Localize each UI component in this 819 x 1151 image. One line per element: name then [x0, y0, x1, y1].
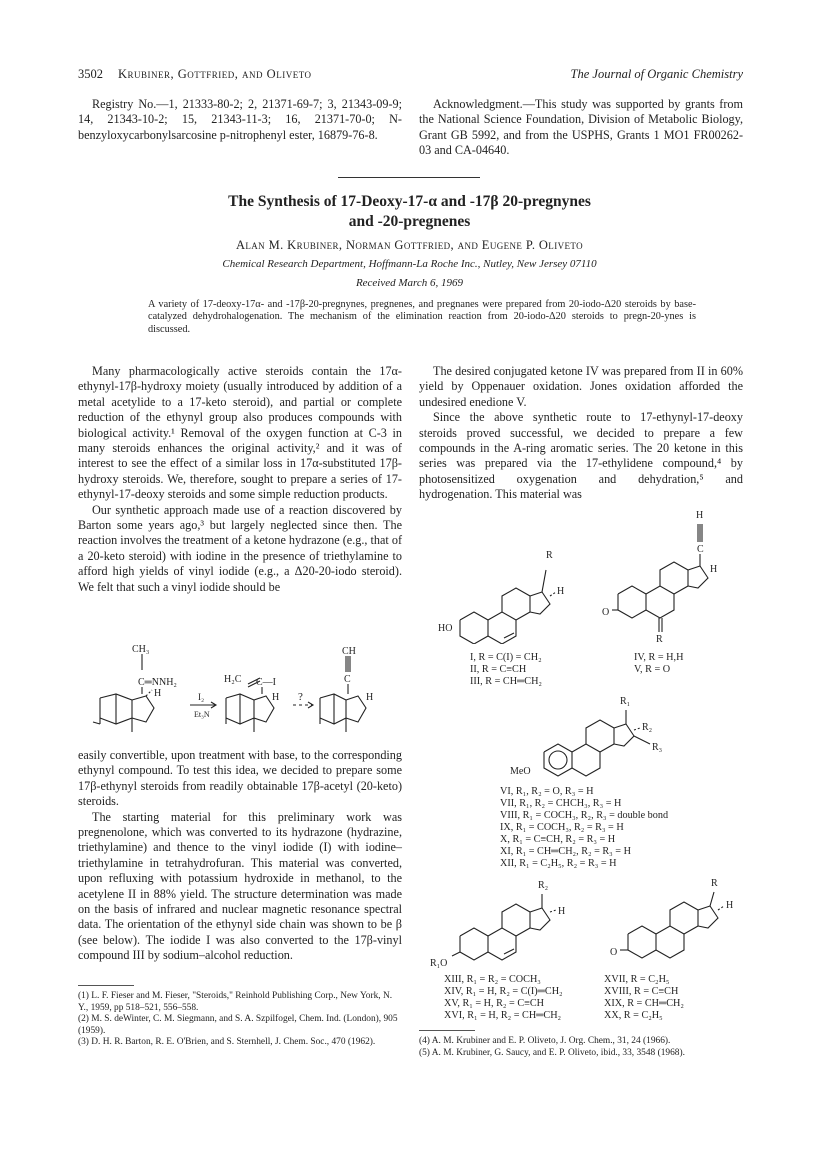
paragraph: Many pharmacologically active steroids contain the 17α-ethynyl-17β-hydroxy moiety (usually introduced by addition of a metal acetylide to a 17-keto steroid), and partial or complete reduction of the ethynyl group also produces compounds with biological activity.¹ Removal of the oxygen function at C-3 in many steroids enhances the original activity,² and it was of interest to see the effect of a similar loss in 17α-substituted 17β-hydroxy steroids. We, therefore, sought to prepare a series of 17-ethynyl-17-deoxy steroids and some simple reduction products.: [78, 364, 402, 502]
h-label: H: [272, 692, 280, 703]
paragraph: The desired conjugated ketone IV was prepared from II in 60% yield by Oppenauer oxidation. Jones oxidation afforded the undesired enedione V.: [419, 364, 743, 409]
compound-label: XIII, R₁ = R₂ = COCH₃: [444, 974, 541, 985]
compound-label: VIII, R₁ = COCH₃, R₂, R₃ = double bond: [500, 810, 669, 821]
paragraph: easily convertible, upon treatment with base, to the corresponding ethynyl compound. To test this idea, we decided to prepare some 17β-ethynyl steroids from readily obtainable 17β-acetyl (20-keto) steroids.: [78, 748, 402, 809]
r-label: R: [656, 634, 663, 644]
compound-label: IX, R₁ = COCH₃, R₂ = R₃ = H: [500, 822, 624, 833]
registry-text: Registry No.—1, 21333-80-2; 2, 21371-69-7; 3, 21343-09-9; 14, 21343-10-2; 15, 21343-11-3; 16, 21371-70-0; N-benzyloxycarbonylsarcosine p-nitrophenyl ester, 16879-76-8.: [78, 97, 402, 142]
left-column-top: [78, 364, 402, 595]
compound-labels-i-iii: [470, 652, 542, 688]
registry-numbers: [78, 97, 402, 143]
title-line-1: The Synthesis of 17-Deoxy-17-α and -17β 20-pregnynes: [228, 193, 591, 210]
h-label: H: [558, 906, 566, 917]
compound-label: VI, R₁, R₂ = O, R₃ = H: [500, 786, 594, 797]
h-label: H: [726, 900, 734, 911]
r3-label: R₃: [652, 742, 663, 753]
c-label: C: [697, 544, 704, 555]
compound-label: II, R = C≡CH: [470, 664, 527, 675]
abstract: A variety of 17-deoxy-17α- and -17β-20-pregnynes, pregnenes, and pregnanes were prepared from 20-iodo-Δ20 steroids by base-catalyzed dehydrohalogenation. The mechanism of the elimination reaction from 20-iodo-Δ20 steroids to pregn-20-ynes is discussed.: [148, 299, 696, 335]
compound-labels-vi-xii: [500, 786, 668, 870]
compound-label: IV, R = H,H: [634, 652, 684, 663]
r1-label: R₁: [620, 696, 631, 707]
separator-rule: [338, 177, 480, 178]
footnote-rule: [78, 985, 134, 986]
o-label: O: [602, 607, 610, 618]
structures-xiii-to-xx: [430, 874, 750, 972]
paragraph: Since the above synthetic route to 17-ethynyl-17-deoxy steroids proved successful, we decided to prepare a few compounds in the A-ring aromatic series. The 20 ketone in this series was prepared via the 17-ethylidene compound,⁴ by photosensitized oxygenation and dehydration,⁵ and hydrogenation. This material was: [419, 410, 743, 502]
h-label: H: [154, 688, 162, 699]
r1o-label: R₁O: [430, 958, 448, 969]
r2-label: R₂: [642, 722, 653, 733]
footnotes-right: [419, 1036, 743, 1059]
compound-labels-iv-v: [634, 652, 683, 676]
left-column-bottom: [78, 748, 402, 964]
ho-label: HO: [438, 623, 453, 634]
page-number: 3502: [78, 67, 103, 81]
reagent-triethylamine: Et₃N: [194, 710, 210, 719]
r2-label: R₂: [538, 880, 549, 891]
compound-label: I, R = C(I) = CH₂: [470, 652, 542, 663]
r-label: R: [546, 550, 553, 561]
reaction-scheme: [90, 642, 400, 742]
affiliation: Chemical Research Department, Hoffmann-La Roche Inc., Nutley, New Jersey 07110: [222, 258, 597, 270]
running-authors: Krubiner, Gottfried, and Oliveto: [118, 67, 312, 81]
paragraph: Our synthetic approach made use of a reaction discovered by Barton some years ago,³ but largely neglected since then. The reaction involves the treatment of a ketone hydrazone (e.g., that of a 20-keto steroid) with iodine in the presence of triethylamine to afford high yields of vinyl iodide (e.g., a Δ20-20-iodo steroid). We felt that such a vinyl iodide should be: [78, 502, 402, 594]
alkyne-c-label: C: [344, 674, 351, 685]
compound-label: VII, R₁, R₂ = CHCH₃, R₃ = H: [500, 798, 622, 809]
vinyl-h2c-label: H₂C: [224, 674, 242, 685]
footnote-rule: [419, 1030, 475, 1031]
r-label: R: [711, 878, 718, 889]
footnotes-left: [78, 991, 402, 1049]
h-label: H: [696, 510, 704, 521]
alkyne-ch-label: CH: [342, 646, 356, 657]
h-label: H: [366, 692, 374, 703]
compound-label: XVIII, R = C≡CH: [604, 986, 679, 997]
compound-label: XX, R = C₂H₅: [604, 1010, 663, 1021]
h-label: H: [557, 586, 565, 597]
footnote: (1) L. F. Fieser and M. Fieser, "Steroids," Reinhold Publishing Corp., New York, N. Y., 1959, pp 518–521, 556–558.: [78, 991, 393, 1013]
received-date: Received March 6, 1969: [355, 277, 464, 289]
paragraph: The starting material for this preliminary work was pregnenolone, which was converted to its hydrazone (hydrazine, triethylamine) and thence to the vinyl iodide (I) with iodine–triethylamine in tetrahydrofuran. This material was converted, upon refluxing with potassium hydroxide in methanol, to the acetylene II in 88% yield. The structure determination was made on the basis of infrared and nuclear magnetic resonance spectral data. The orientation of the ethynyl side chain was shown to be β (see below). The iodide I was also converted to the 17β-vinyl compound III by sodium–alcohol reduction.: [78, 809, 402, 963]
methyl-label: CH₃: [132, 644, 150, 655]
footnote: (5) A. M. Krubiner, G. Saucy, and E. P. Oliveto, ibid., 33, 3548 (1968).: [419, 1047, 685, 1058]
footnote: (2) M. S. deWinter, C. M. Siegmann, and S. A. Szpilfogel, Chem. Ind. (London), 905 (1959).: [78, 1014, 398, 1036]
footnote: (4) A. M. Krubiner and E. P. Oliveto, J. Org. Chem., 31, 24 (1966).: [419, 1036, 671, 1046]
author-list: Alan M. Krubiner, Norman Gottfried, and Eugene P. Oliveto: [235, 238, 584, 252]
hydrazone-label: C═NNH₂: [138, 677, 177, 688]
acknowledgment: [419, 97, 743, 159]
o-label: O: [610, 947, 618, 958]
compound-labels-xiii-xvi: [444, 974, 563, 1022]
acknowledgment-text: Acknowledgment.—This study was supported by grants from the National Science Foundation, Division of Metabolic Biology, Grant GB 5992, and from the USPHS, Grants 1 MO1 FR00262-03 and CA-04640.: [419, 97, 743, 158]
right-column-top: [419, 364, 743, 503]
compound-label: V, R = O: [634, 664, 671, 675]
article-title: [0, 192, 819, 232]
compound-label: XVI, R₁ = H, R₂ = CH═CH₂: [444, 1010, 562, 1021]
compound-label: III, R = CH═CH₂: [470, 676, 542, 687]
structure-vi-xii: [500, 690, 710, 786]
reagent-iodine: I₂: [198, 692, 205, 702]
meo-label: MeO: [510, 766, 531, 777]
compound-labels-xvii-xx: [604, 974, 684, 1022]
compound-label: XVII, R = C₂H₅: [604, 974, 670, 985]
compound-label: XIX, R = CH═CH₂: [604, 998, 684, 1009]
compound-label: XV, R₁ = H, R₂ = C≡CH: [444, 998, 545, 1009]
question-mark: ?: [298, 691, 303, 703]
compound-label: X, R₁ = C≡CH, R₂ = R₃ = H: [500, 834, 616, 845]
title-line-2: and -20-pregnenes: [348, 213, 471, 230]
vinyl-ci-label: C—I: [256, 677, 276, 688]
journal-name: The Journal of Organic Chemistry: [570, 67, 743, 81]
footnote: (3) D. H. R. Barton, R. E. O'Brien, and S. Sternhell, J. Chem. Soc., 470 (1962).: [78, 1037, 376, 1047]
h-label: H: [710, 564, 718, 575]
compound-label: XIV, R₁ = H, R₂ = C(I)═CH₂: [444, 986, 563, 997]
compound-label: XII, R₁ = C₂H₅, R₂ = R₃ = H: [500, 858, 617, 869]
compound-label: XI, R₁ = CH═CH₂, R₂ = R₃ = H: [500, 846, 631, 857]
structures-i-to-v: [430, 508, 750, 644]
